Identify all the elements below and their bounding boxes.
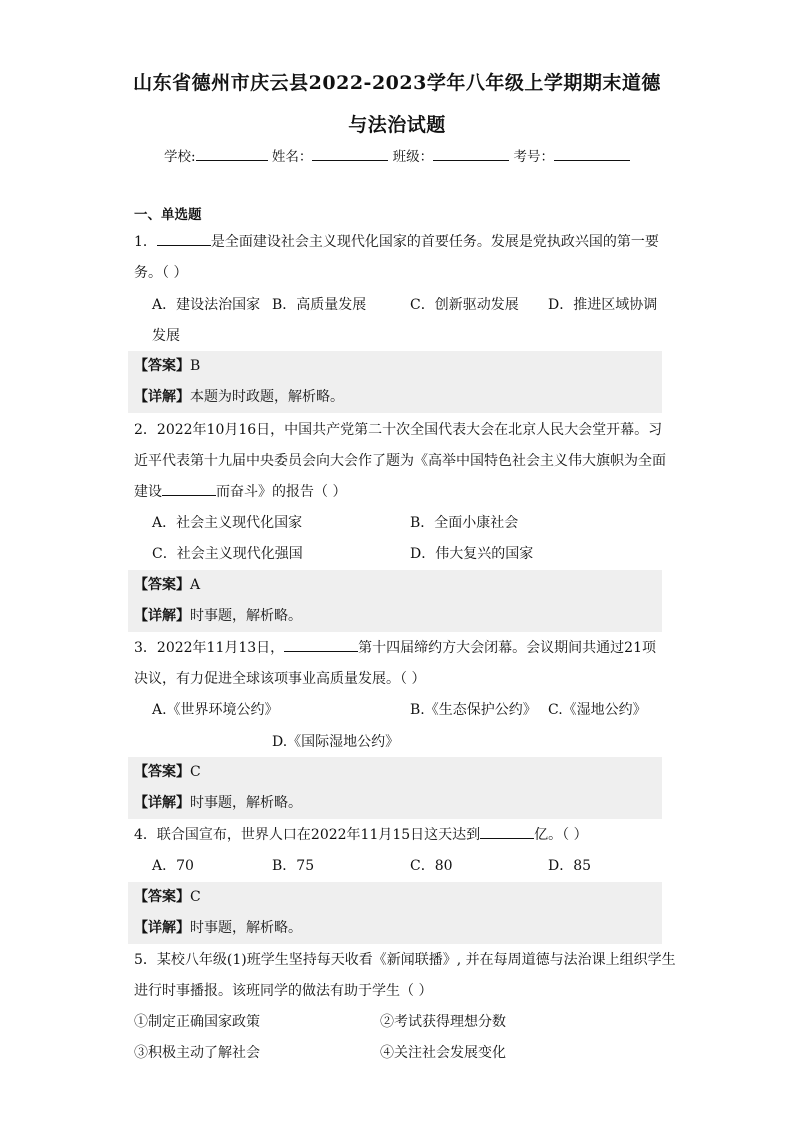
q4-blank: [480, 826, 534, 839]
class-label: 班级：: [392, 149, 434, 165]
q4-option-c: C．80: [410, 858, 453, 874]
q2-detail: 【详解】时事题，解析略。: [134, 608, 302, 624]
q2-stem-line2: 近平代表第十九届中央委员会向大会作了题为《高举中国特色社会主义伟大旗帜为全面: [134, 453, 666, 469]
q2-answer: 【答案】A: [134, 577, 201, 593]
q2-option-b: B．全面小康社会: [410, 515, 519, 531]
q2-blank: [162, 483, 216, 496]
exam-title-line1: 山东省德州市庆云县2022-2023学年八年级上学期期末道德: [133, 72, 661, 94]
q5-stem-line1: 5．某校八年级(1)班学生坚持每天收看《新闻联播》, 并在每周道德与法治课上组织学生: [134, 952, 676, 968]
name-blank: [312, 148, 388, 161]
q4-option-b: B．75: [272, 858, 315, 874]
q1-number: 1．: [134, 234, 157, 250]
q5-item-3: ③积极主动了解社会: [134, 1045, 260, 1061]
q1-answer: 【答案】B: [134, 358, 201, 374]
school-label: 学校:: [164, 149, 196, 165]
q2-option-c: C．社会主义现代化强国: [152, 546, 303, 562]
q4-stem-line1: 4．联合国宣布，世界人口在2022年11月15日这天达到 亿。（ ）: [134, 827, 588, 843]
q5-item-1: ①制定正确国家政策: [134, 1014, 260, 1030]
q4-option-a: A．70: [152, 858, 194, 874]
q3-blank: [284, 639, 358, 652]
q2-stem-line3: 建设 而奋斗》的报告（ ）: [134, 484, 347, 500]
q1-option-b: B．高质量发展: [272, 297, 367, 313]
q3-option-d: D.《国际湿地公约》: [272, 734, 400, 750]
q3-option-c: C.《湿地公约》: [548, 702, 647, 718]
q3-stem-line2: 决议，有力促进全球该项事业高质量发展。（ ）: [134, 671, 426, 687]
q1-blank: [157, 233, 211, 246]
q1-option-d-cont: 发展: [152, 328, 180, 344]
q4-answer: 【答案】C: [134, 889, 201, 905]
student-info-line: [164, 145, 630, 165]
q1-option-a: A．建设法治国家: [152, 297, 261, 313]
exam-no-blank: [554, 148, 630, 161]
q1-option-d: D．推进区域协调: [548, 297, 658, 313]
q3-answer: 【答案】C: [134, 764, 201, 780]
q3-option-b: B.《生态保护公约》: [410, 702, 537, 718]
q1-option-c: C．创新驱动发展: [410, 297, 519, 313]
name-label: 姓名：: [271, 149, 313, 165]
class-blank: [433, 148, 509, 161]
school-blank: [196, 148, 268, 161]
q4-option-d: D．85: [548, 858, 592, 874]
exam-title-line2: 与法治试题: [348, 114, 446, 136]
q4-detail: 【详解】时事题，解析略。: [134, 920, 302, 936]
q1-text: 是全面建设社会主义现代化国家的首要任务。发展是党执政兴国的第一要: [210, 234, 659, 250]
q2-option-a: A．社会主义现代化国家: [152, 515, 303, 531]
q5-item-2: ②考试获得理想分数: [380, 1014, 506, 1030]
q5-stem-line2: 进行时事播报。该班同学的做法有助于学生（ ）: [134, 983, 433, 999]
q1-stem-line2: 务。（ ）: [134, 265, 188, 281]
q3-option-a: A.《世界环境公约》: [152, 702, 279, 718]
q3-detail: 【详解】时事题，解析略。: [134, 795, 302, 811]
q5-item-4: ④关注社会发展变化: [380, 1045, 506, 1061]
q3-stem-line1: 3．2022年11月13日， 第十四届缔约方大会闭幕。会议期间共通过21项: [134, 640, 656, 656]
q1-detail: 【详解】本题为时政题，解析略。: [134, 389, 344, 405]
q2-option-d: D．伟大复兴的国家: [410, 546, 534, 562]
q1-stem-line1: [134, 232, 659, 252]
exam-no-label: 考号：: [513, 149, 554, 165]
section-heading: 一、单选题: [134, 207, 202, 223]
q2-stem-line1: 2．2022年10月16日，中国共产党第二十次全国代表大会在北京人民大会堂开幕。习: [134, 422, 663, 438]
